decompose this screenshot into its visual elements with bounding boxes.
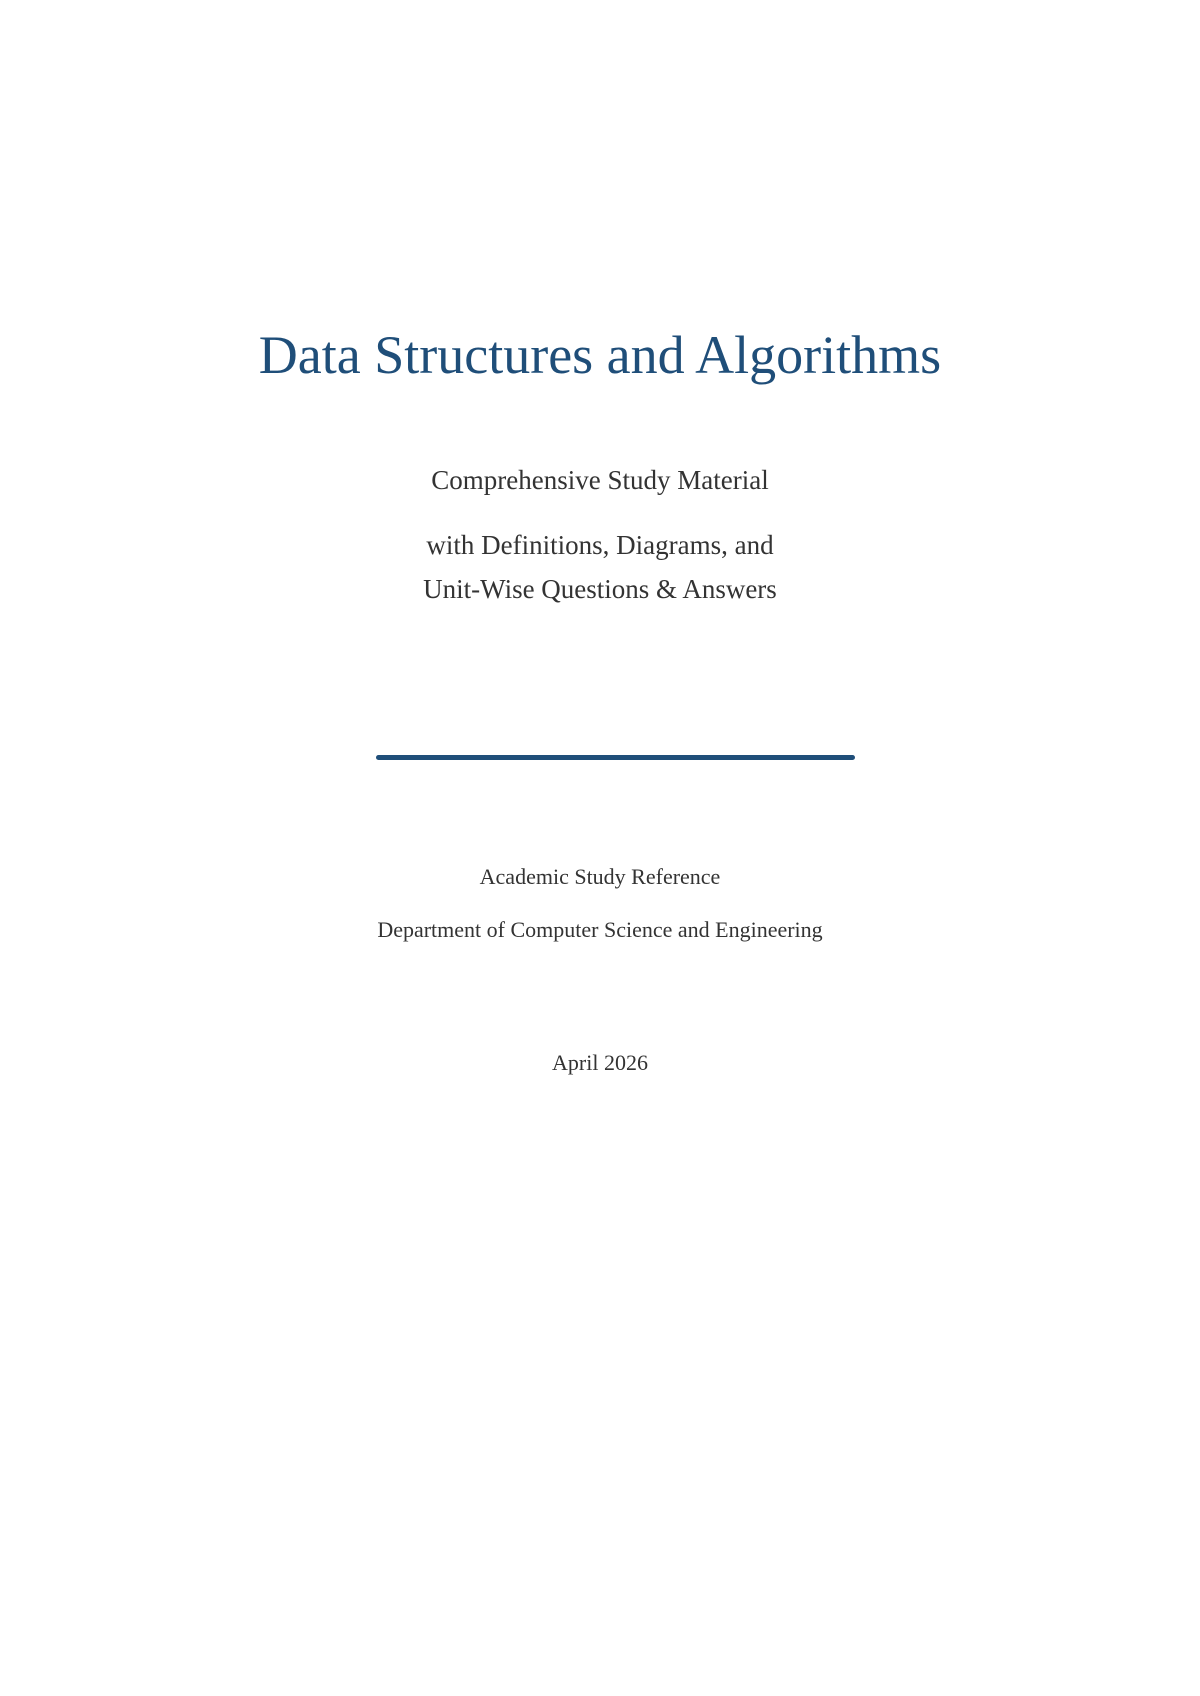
- document-title: Data Structures and Algorithms: [258, 325, 942, 385]
- publication-date: April 2026: [552, 1050, 648, 1075]
- title-divider: [376, 755, 855, 760]
- subtitle-line-3: Unit-Wise Questions & Answers: [423, 574, 777, 604]
- subtitle-line-2: with Definitions, Diagrams, and: [426, 530, 774, 560]
- reference-label: Academic Study Reference: [479, 864, 721, 889]
- subtitle-line-1: Comprehensive Study Material: [431, 465, 769, 495]
- department-label: Department of Computer Science and Engineering: [377, 917, 823, 942]
